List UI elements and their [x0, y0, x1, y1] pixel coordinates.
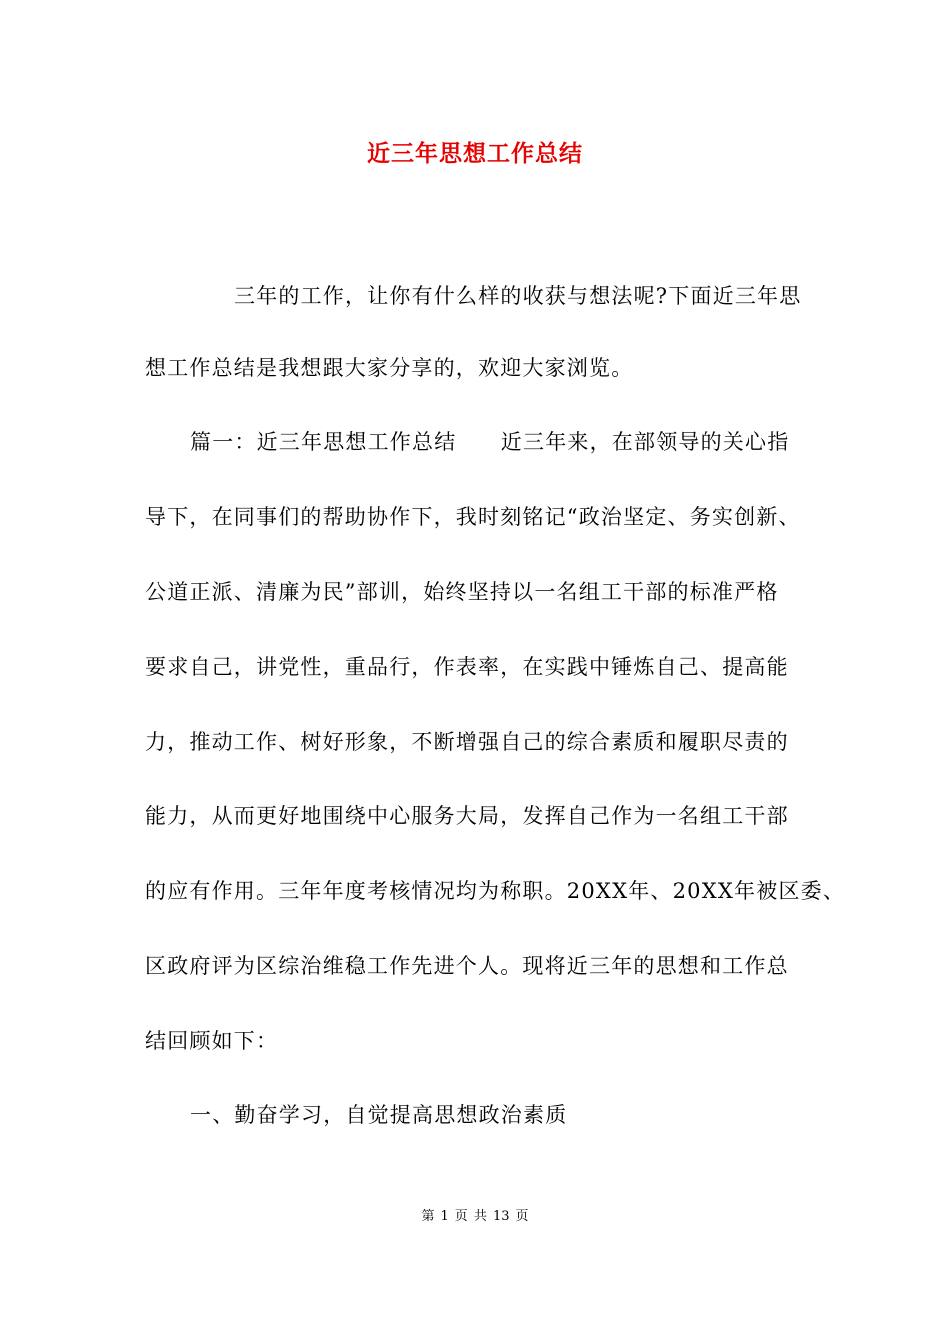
section-heading: 一、勤奋学习，自觉提高思想政治素质 [190, 1103, 568, 1127]
paragraph-line: 的应有作用。三年年度考核情况均为称职。20XX年、20XX年被区委、 [145, 879, 846, 903]
footer-suffix: 页 [515, 1209, 529, 1224]
page-footer [0, 1208, 950, 1226]
paragraph-line: 能力，从而更好地围绕中心服务大局，发挥自己作为一名组工干部 [145, 804, 789, 828]
paragraph-line: 篇一：近三年思想工作总结 近三年来，在部领导的关心指 [190, 430, 790, 454]
footer-total-pages: 13 [492, 1209, 510, 1224]
paragraph-line: 结回顾如下： [145, 1029, 279, 1053]
paragraph-line: 导下，在同事们的帮助协作下，我时刻铭记“政治坚定、务实创新、 [145, 505, 801, 529]
paragraph-line: 公道正派、清廉为民”部训，始终坚持以一名组工干部的标准严格 [145, 580, 779, 604]
footer-prefix: 第 [421, 1209, 435, 1224]
paragraph-line: 区政府评为区综治维稳工作先进个人。现将近三年的思想和工作总 [145, 954, 789, 978]
document-title: 近三年思想工作总结 [367, 140, 583, 167]
paragraph-line: 三年的工作，让你有什么样的收获与想法呢?下面近三年思 [234, 284, 802, 308]
footer-current-page: 1 [440, 1209, 449, 1224]
paragraph-line: 要求自己，讲党性，重品行，作表率，在实践中锤炼自己、提高能 [145, 655, 789, 679]
paragraph-line: 想工作总结是我想跟大家分享的，欢迎大家浏览。 [145, 356, 634, 380]
paragraph-line: 力，推动工作、树好形象，不断增强自己的综合素质和履职尽责的 [145, 730, 789, 754]
footer-middle: 页 共 [454, 1209, 487, 1224]
